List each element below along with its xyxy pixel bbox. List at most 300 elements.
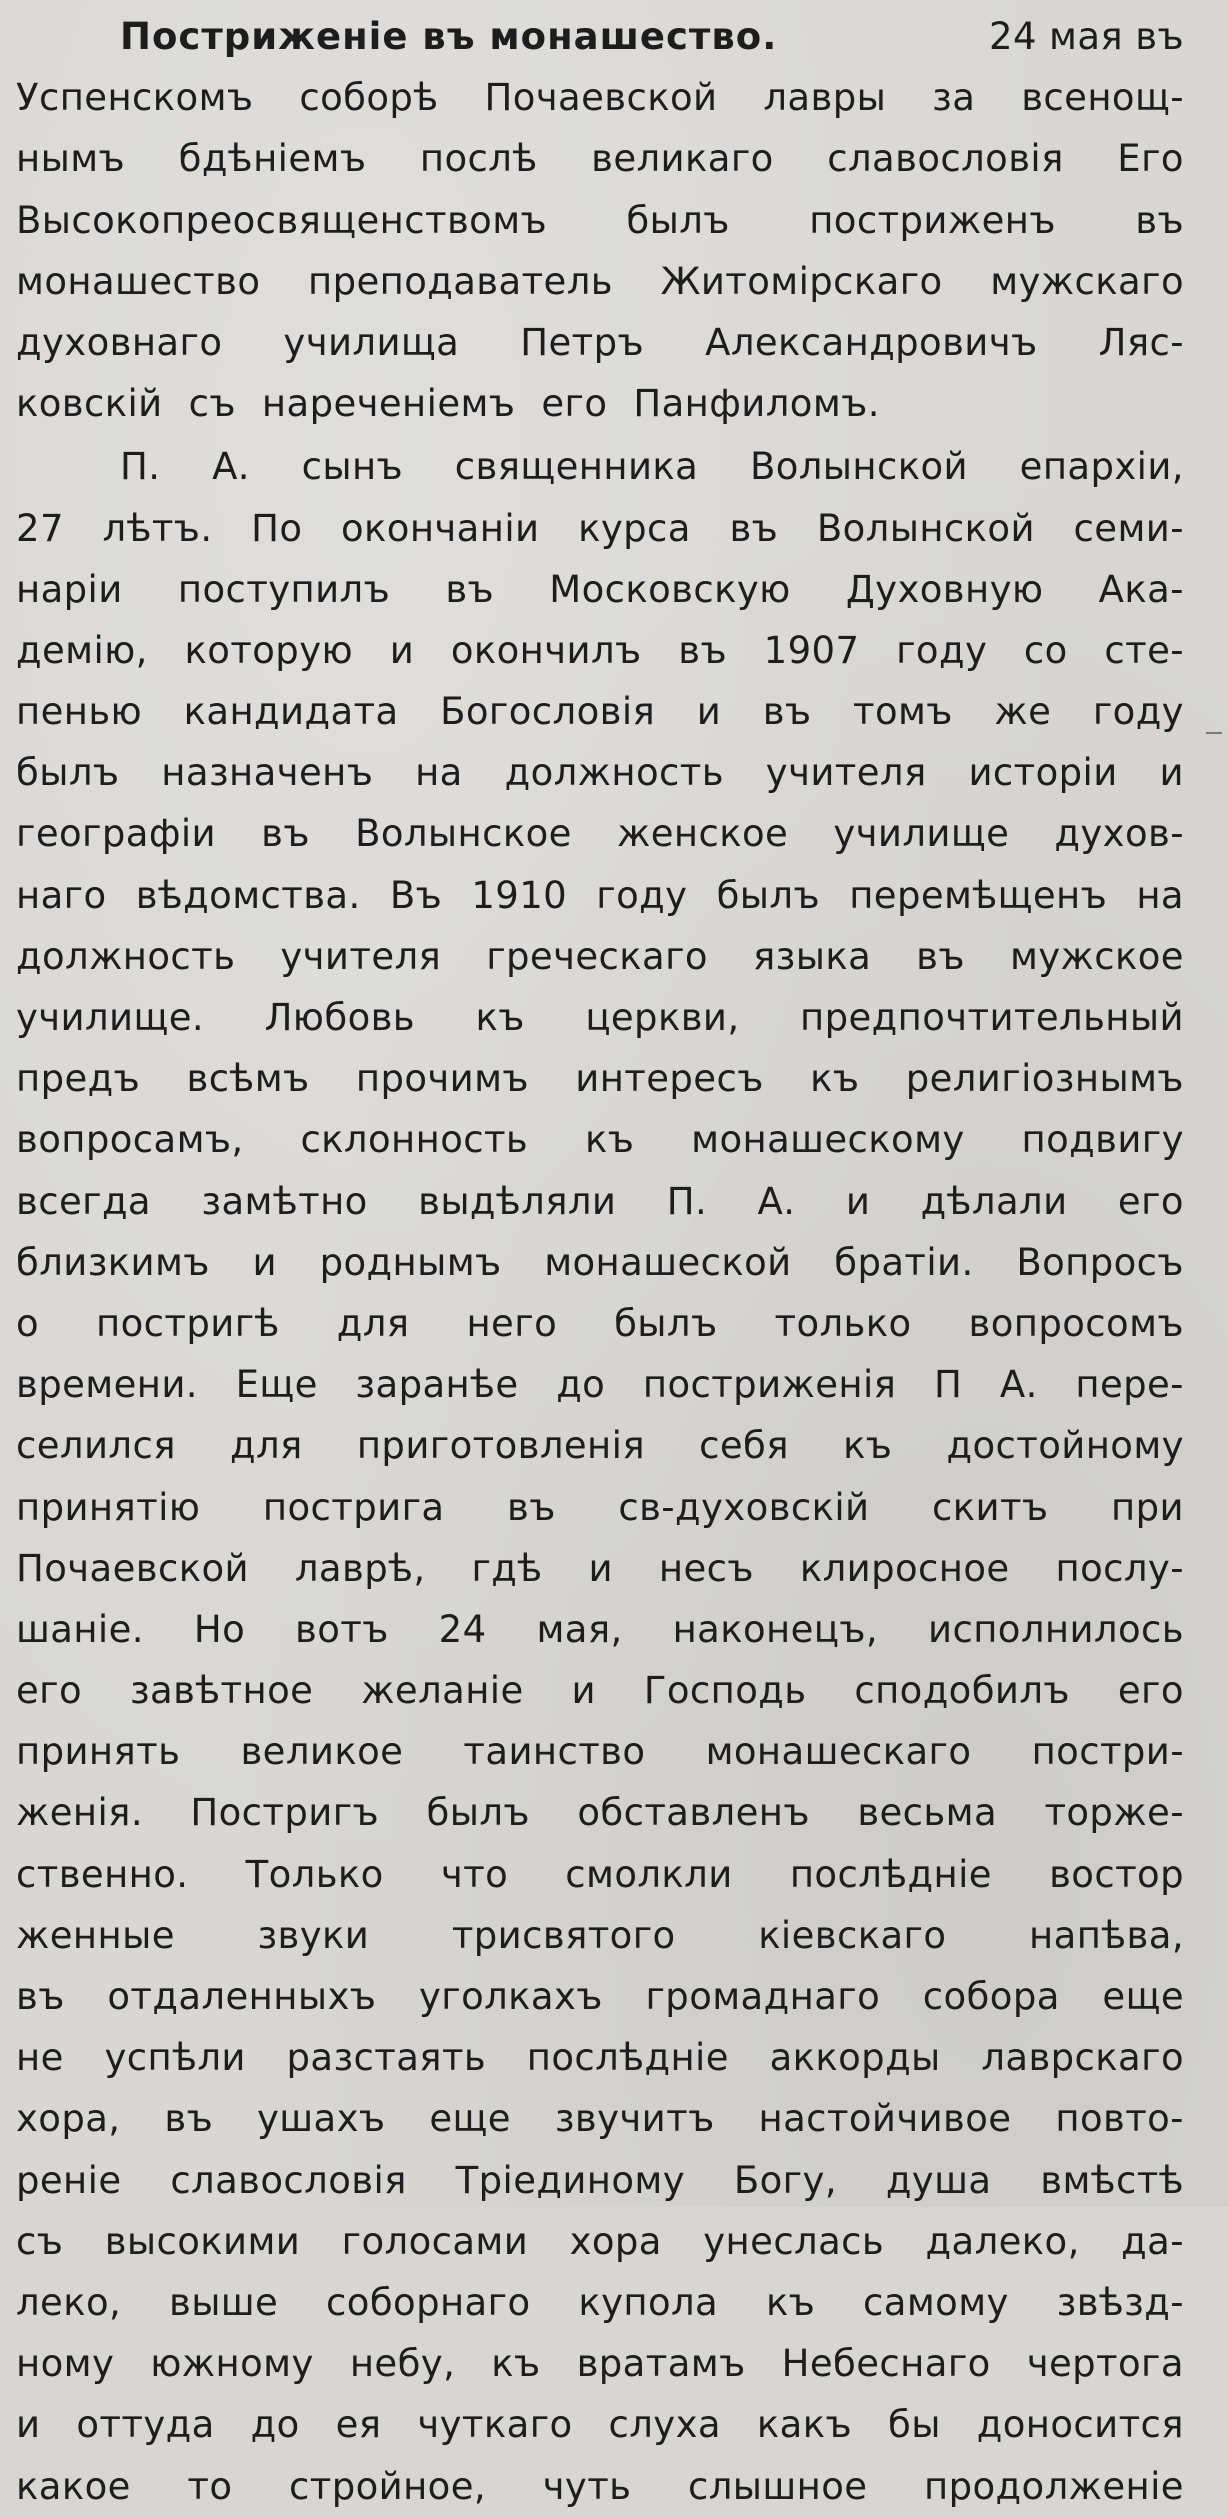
word: бы: [887, 2403, 941, 2447]
word: вопросамъ,: [16, 1118, 244, 1162]
word: славословія: [827, 137, 1064, 181]
word: него: [466, 1301, 558, 1345]
word: поступилъ: [177, 567, 391, 611]
word: былъ: [426, 1791, 530, 1835]
word: курса: [578, 506, 691, 550]
word: о: [16, 1301, 40, 1345]
text-line: [16, 865, 1184, 926]
word: въ: [507, 1485, 556, 1529]
word: что: [440, 1852, 509, 1896]
word: выше: [168, 2280, 279, 2324]
word: чертога: [1026, 2342, 1184, 2386]
word: Петръ: [520, 320, 645, 364]
word: Московскую: [549, 567, 791, 611]
word: приготовленія: [356, 1424, 645, 1468]
word: къ: [843, 1424, 893, 1468]
word: собора: [922, 1975, 1060, 2018]
word: былъ: [16, 751, 120, 795]
word: небу,: [349, 2342, 456, 2386]
word: Панфиломъ.: [633, 382, 880, 426]
word: достойному: [946, 1424, 1184, 1468]
word: до: [556, 1363, 606, 1407]
word: къ: [584, 1118, 635, 1162]
text-line: [16, 1905, 1184, 1966]
word: 1910: [471, 873, 568, 917]
word: гдѣ: [471, 1546, 543, 1590]
word: ственно.: [16, 1852, 189, 1896]
word: подвигу: [1021, 1118, 1184, 1162]
word: женское: [616, 812, 789, 856]
word: себя: [699, 1424, 789, 1468]
word: пострига: [262, 1485, 445, 1529]
word: былъ: [614, 1301, 718, 1345]
word: времени.: [16, 1363, 198, 1407]
word: звѣзд-: [1056, 2280, 1184, 2324]
word: должность: [504, 751, 724, 795]
word: женія.: [16, 1791, 143, 1835]
word: монашескаго: [705, 1730, 972, 1774]
word: послу-: [1055, 1546, 1184, 1590]
word: духов-: [1054, 812, 1184, 856]
word: его: [541, 382, 608, 426]
word: звучитъ: [554, 2097, 715, 2141]
word: и: [389, 628, 415, 672]
word: реніе: [16, 2158, 122, 2202]
text-line: [16, 2027, 1184, 2088]
word: доносится: [976, 2403, 1184, 2447]
word: Высокопреосвященствомъ: [16, 198, 548, 242]
word: языка: [752, 934, 872, 978]
text-line: [16, 1660, 1184, 1721]
word: слышное: [687, 2464, 868, 2508]
text-line: [16, 1171, 1184, 1232]
word: наконецъ,: [672, 1607, 879, 1651]
word: великое: [240, 1730, 404, 1774]
word: Въ: [389, 873, 443, 917]
word: въ: [261, 812, 310, 856]
word: П.: [120, 445, 161, 489]
word: вѣдомства.: [135, 873, 361, 917]
word: ея: [335, 2403, 382, 2447]
word: шаніе.: [16, 1607, 144, 1651]
word: Небеснаго: [781, 2342, 991, 2386]
word: трисвятого: [451, 1913, 676, 1957]
word: лѣтъ.: [102, 506, 213, 550]
word: Богу,: [733, 2158, 837, 2202]
word: за: [932, 76, 976, 120]
word: Житомірскаго: [660, 259, 943, 303]
word: послѣ: [419, 137, 538, 181]
word: въ: [762, 690, 812, 734]
word: хора,: [16, 2097, 121, 2141]
word: мая,: [536, 1607, 623, 1651]
word: былъ: [626, 198, 730, 242]
word: учителя: [280, 934, 442, 978]
word: епархіи,: [1019, 445, 1184, 489]
text-line: [16, 128, 1184, 189]
word: уголкахъ: [418, 1975, 603, 2018]
article-column: [16, 6, 1184, 2517]
word: наго: [16, 873, 107, 917]
word: и: [252, 1240, 277, 1284]
word: селился: [16, 1424, 176, 1468]
word: повто-: [1055, 2097, 1184, 2141]
text-line: [16, 620, 1184, 681]
word: демію,: [16, 628, 148, 672]
word: семи-: [1073, 506, 1184, 550]
text-line: [16, 251, 1184, 312]
word: завѣтное: [129, 1669, 314, 1713]
word: скитъ: [932, 1485, 1049, 1529]
article-title: Постриженіе въ монашество.: [120, 15, 778, 58]
word: Волынское: [355, 812, 572, 856]
word: постригѣ: [96, 1301, 280, 1345]
word: въ: [729, 506, 779, 550]
word: еще: [1102, 1975, 1184, 2018]
word: П: [933, 1363, 963, 1407]
word: монашеской: [544, 1240, 792, 1284]
word: церкви,: [585, 996, 740, 1039]
word: ному: [16, 2342, 115, 2386]
word: нымъ: [16, 137, 126, 181]
word: священника: [454, 445, 699, 489]
word: 24: [438, 1607, 487, 1651]
word: и: [16, 2403, 41, 2447]
word: къ: [765, 2280, 816, 2324]
word: послѣдніе: [789, 1852, 992, 1896]
word: должность: [16, 934, 236, 978]
word: училища: [283, 320, 460, 364]
word: По: [251, 506, 303, 550]
word: къ: [475, 996, 525, 1039]
word: весьма: [857, 1791, 998, 1835]
word: и: [588, 1546, 613, 1590]
word: назначенъ: [161, 751, 374, 795]
word: А.: [212, 445, 250, 489]
word: и: [845, 1179, 871, 1223]
word: какъ: [756, 2403, 853, 2447]
word: Господь: [643, 1669, 807, 1713]
word: году: [896, 628, 988, 672]
word: сынъ: [301, 445, 404, 489]
word: роднымъ: [319, 1240, 502, 1284]
word: 1907: [763, 628, 860, 672]
text-line: [16, 1354, 1184, 1415]
word: же: [994, 690, 1052, 734]
word: мужскаго: [990, 259, 1184, 303]
word: обставленъ: [577, 1791, 810, 1835]
word: преподаватель: [307, 259, 613, 303]
word: Только: [245, 1852, 384, 1896]
word: соборнаго: [326, 2280, 531, 2324]
word: голосами: [341, 2219, 529, 2263]
text-line: [16, 1477, 1184, 1538]
word: окончилъ: [450, 628, 642, 672]
word: то: [187, 2464, 233, 2508]
word: Почаевской: [16, 1546, 249, 1590]
word: былъ: [716, 873, 821, 917]
word: монашескому: [691, 1118, 965, 1162]
word: отдаленныхъ: [107, 1975, 377, 2018]
word: въ: [1135, 198, 1184, 242]
word: Александровичъ: [705, 320, 1038, 364]
word: принятію: [16, 1485, 201, 1529]
word: перемѣщенъ: [849, 873, 1108, 917]
word: Любовь: [264, 996, 416, 1039]
word: при: [1111, 1485, 1184, 1529]
word: окончаніи: [341, 506, 540, 550]
word: лаврѣ,: [294, 1546, 426, 1590]
word: Волынской: [816, 506, 1035, 550]
text-line: [16, 559, 1184, 620]
word: послѣдніе: [526, 2036, 729, 2080]
word: со: [1023, 628, 1068, 672]
word: заранѣе: [355, 1363, 519, 1407]
word: настойчивое: [758, 2097, 1012, 2141]
word: прочимъ: [355, 1057, 529, 1101]
text-line: [16, 1844, 1184, 1905]
word: бдѣніемъ: [178, 137, 367, 181]
word: унеслась: [703, 2219, 885, 2263]
word: только: [774, 1301, 912, 1345]
word: звуки: [257, 1913, 370, 1957]
word: на: [415, 751, 463, 795]
word: постриженія: [642, 1363, 897, 1407]
word: какое: [16, 2464, 131, 2508]
word: которую: [184, 628, 354, 672]
word: вмѣстѣ: [1040, 2158, 1184, 2202]
word: нареченіемъ: [261, 382, 516, 426]
text-line: [16, 1782, 1184, 1843]
word: пере-: [1075, 1363, 1184, 1407]
word: Почаевской: [484, 76, 718, 120]
word: стройное,: [289, 2464, 487, 2508]
word: географіи: [16, 812, 216, 856]
word: Постригъ: [190, 1791, 380, 1835]
word: вопросомъ: [968, 1301, 1184, 1345]
text-line: [16, 1966, 1184, 2027]
word: ковскій: [16, 382, 163, 426]
word: выдѣляли: [418, 1179, 617, 1223]
word: съ: [188, 382, 236, 426]
word: Тріединому: [455, 2158, 686, 2202]
word: Духовную: [845, 567, 1044, 611]
word: желаніе: [361, 1669, 524, 1713]
margin-dash-mark: [1206, 732, 1222, 734]
word: исторіи: [968, 751, 1118, 795]
word: религіознымъ: [905, 1057, 1184, 1101]
word: наріи: [16, 567, 123, 611]
word: Волынской: [749, 445, 968, 489]
word: смолкли: [565, 1852, 733, 1896]
word: учителя: [765, 751, 927, 795]
text-line: [16, 2456, 1184, 2517]
word: сподобилъ: [854, 1669, 1070, 1713]
text-line: [16, 1721, 1184, 1782]
word: славословія: [170, 2158, 407, 2202]
text-line: 24 мая въ: [989, 15, 1184, 58]
word: несъ: [658, 1546, 754, 1590]
word: и: [1159, 751, 1184, 795]
word: св-духовскій: [618, 1485, 870, 1529]
word: училище.: [16, 996, 205, 1039]
text-line: [16, 190, 1184, 251]
word: не: [16, 2036, 64, 2080]
word: исполнилось: [928, 1607, 1184, 1651]
word: южному: [150, 2342, 314, 2386]
word: сте-: [1104, 628, 1184, 672]
word: аккорды: [769, 2036, 941, 2080]
word: въ: [916, 934, 965, 978]
word: торже-: [1044, 1791, 1184, 1835]
text-line: [16, 1293, 1184, 1354]
word: его: [1117, 1179, 1184, 1223]
word: Но: [193, 1607, 246, 1651]
word: для: [336, 1301, 410, 1345]
word: пенью: [16, 690, 143, 734]
word: томъ: [852, 690, 953, 734]
text-line: [16, 926, 1184, 987]
word: предпочтительный: [800, 996, 1184, 1039]
text-line: [16, 373, 1184, 434]
word: еще: [429, 2097, 511, 2141]
word: Успенскомъ: [16, 76, 254, 120]
word: успѣли: [104, 2036, 246, 2080]
word: хора: [569, 2219, 662, 2263]
text-line: [16, 1232, 1184, 1293]
word: съ: [16, 2219, 64, 2263]
word: Вопросъ: [1016, 1240, 1184, 1284]
word: интересъ: [575, 1057, 764, 1101]
word: лаврскаго: [981, 2036, 1184, 2080]
word: ушахъ: [257, 2097, 386, 2141]
text-line: [16, 67, 1184, 128]
word: всенощ-: [1021, 76, 1184, 120]
word: А.: [999, 1363, 1038, 1407]
word: склонность: [300, 1118, 529, 1162]
word: П.: [666, 1179, 708, 1223]
word: Ака-: [1098, 567, 1184, 611]
text-line: [16, 312, 1184, 373]
word: до: [250, 2403, 300, 2447]
word: оттуда: [76, 2403, 215, 2447]
word: Богословія: [440, 690, 656, 734]
word: А.: [757, 1179, 796, 1223]
word: всегда: [16, 1179, 152, 1223]
text-line: [16, 498, 1184, 559]
text-line: [16, 2088, 1184, 2149]
word: близкимъ: [16, 1240, 210, 1284]
word: замѣтно: [201, 1179, 368, 1223]
word: Еще: [235, 1363, 318, 1407]
text-line: [16, 803, 1184, 864]
word: въ: [678, 628, 727, 672]
word: чуткаго: [417, 2403, 573, 2447]
word: братіи.: [834, 1240, 974, 1284]
word: душа: [885, 2158, 992, 2202]
text-line: [16, 742, 1184, 803]
word: въ: [445, 567, 495, 611]
word: купола: [578, 2280, 719, 2324]
text-line: [16, 2333, 1184, 2394]
text-line: [16, 1599, 1184, 1660]
word: слуха: [608, 2403, 721, 2447]
word: соборѣ: [299, 76, 439, 120]
word: далеко,: [925, 2219, 1080, 2263]
word: мужское: [1009, 934, 1184, 978]
word: громаднаго: [645, 1975, 881, 2018]
word: къ: [491, 2342, 541, 2386]
word: принять: [16, 1730, 181, 1774]
word: въ: [16, 1975, 65, 2018]
word: году: [596, 873, 688, 917]
word: духовнаго: [16, 320, 223, 364]
word: великаго: [591, 137, 774, 181]
word: 27: [16, 506, 64, 550]
word: чуть: [542, 2464, 632, 2508]
text-line: [16, 681, 1184, 742]
word: вотъ: [295, 1607, 389, 1651]
article-title-line: [16, 6, 1184, 67]
word: и: [696, 690, 722, 734]
word: кандидата: [183, 690, 399, 734]
word: для: [230, 1424, 303, 1468]
word: греческаго: [486, 934, 708, 978]
word: монашество: [16, 259, 261, 303]
word: постри-: [1031, 1730, 1184, 1774]
word: и: [571, 1669, 596, 1713]
text-line: [16, 2394, 1184, 2455]
word: предъ: [16, 1057, 141, 1101]
word: женные: [16, 1913, 175, 1957]
text-line: [16, 2272, 1184, 2333]
word: всѣмъ: [186, 1057, 310, 1101]
word: на: [1136, 873, 1184, 917]
word: да-: [1121, 2219, 1184, 2263]
word: вратамъ: [576, 2342, 746, 2386]
text-line: [16, 1415, 1184, 1476]
word: продолженіе: [924, 2464, 1184, 2508]
word: къ: [810, 1057, 860, 1101]
text-line: [16, 2211, 1184, 2272]
word: его: [16, 1669, 83, 1713]
text-line: [16, 1109, 1184, 1170]
word: высокими: [104, 2219, 301, 2263]
word: лавры: [763, 76, 887, 120]
word: напѣва,: [1029, 1913, 1184, 1957]
word: Ляс-: [1098, 320, 1184, 364]
text-line: [16, 2150, 1184, 2211]
word: Его: [1117, 137, 1184, 181]
word: клиросное: [799, 1546, 1010, 1590]
text-line: [16, 1048, 1184, 1109]
word: дѣлали: [920, 1179, 1068, 1223]
word: кіевскаго: [758, 1913, 947, 1957]
word: постриженъ: [809, 198, 1056, 242]
text-line: [16, 987, 1184, 1048]
text-line: [16, 1538, 1184, 1599]
word: году: [1092, 690, 1184, 734]
word: въ: [164, 2097, 214, 2141]
word: таинство: [463, 1730, 646, 1774]
word: его: [1117, 1669, 1184, 1713]
word: леко,: [16, 2280, 122, 2324]
word: училище: [833, 812, 1010, 856]
word: самому: [863, 2280, 1009, 2324]
word: разстаять: [286, 2036, 487, 2080]
text-line: [16, 436, 1184, 497]
word: востор: [1049, 1852, 1184, 1896]
